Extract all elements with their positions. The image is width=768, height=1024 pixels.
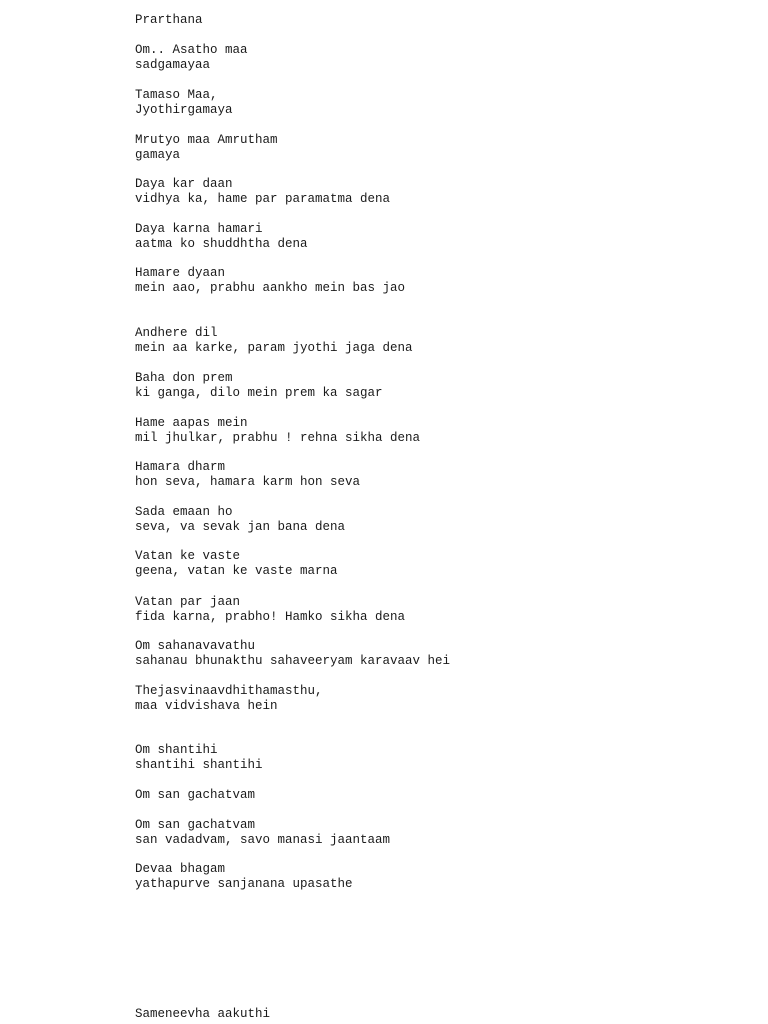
- text-line: ki ganga, dilo mein prem ka sagar: [135, 386, 383, 400]
- text-line: seva, va sevak jan bana dena: [135, 520, 346, 534]
- text-line: Vatan par jaan: [135, 595, 241, 609]
- text-line: yathapurve sanjanana upasathe: [135, 877, 353, 891]
- text-line: sadgamayaa: [135, 58, 211, 72]
- text-line: Om sahanavavathu: [135, 639, 256, 653]
- text-line: Hame aapas mein: [135, 416, 248, 430]
- text-line: Daya kar daan: [135, 177, 233, 191]
- text-line: Andhere dil: [135, 326, 218, 340]
- text-line: geena, vatan ke vaste marna: [135, 564, 338, 578]
- text-line: san vadadvam, savo manasi jaantaam: [135, 833, 391, 847]
- text-line: Sameneevha aakuthi: [135, 1007, 271, 1021]
- text-line: shantihi shantihi: [135, 758, 263, 772]
- text-line: Om shantihi: [135, 743, 218, 757]
- text-line: mein aao, prabhu aankho mein bas jao: [135, 281, 406, 295]
- text-line: Thejasvinaavdhithamasthu,: [135, 684, 323, 698]
- text-line: Devaa bhagam: [135, 862, 226, 876]
- text-line: hon seva, hamara karm hon seva: [135, 475, 361, 489]
- document-title: Prarthana: [135, 13, 203, 27]
- text-line: Daya karna hamari: [135, 222, 263, 236]
- text-line: maa vidvishava hein: [135, 699, 278, 713]
- text-line: gamaya: [135, 148, 181, 162]
- text-line: Mrutyo maa Amrutham: [135, 133, 278, 147]
- text-line: aatma ko shuddhtha dena: [135, 237, 308, 251]
- text-line: Vatan ke vaste: [135, 549, 241, 563]
- text-line: sahanau bhunakthu sahaveeryam karavaav hei: [135, 654, 451, 668]
- text-line: Hamare dyaan: [135, 266, 226, 280]
- text-line: Tamaso Maa,: [135, 88, 218, 102]
- text-line: mein aa karke, param jyothi jaga dena: [135, 341, 413, 355]
- text-line: Om san gachatvam: [135, 788, 256, 802]
- text-line: Sada emaan ho: [135, 505, 233, 519]
- text-line: fida karna, prabho! Hamko sikha dena: [135, 610, 406, 624]
- text-line: Hamara dharm: [135, 460, 226, 474]
- text-line: mil jhulkar, prabhu ! rehna sikha dena: [135, 431, 421, 445]
- text-line: Jyothirgamaya: [135, 103, 233, 117]
- text-line: Om san gachatvam: [135, 818, 256, 832]
- text-line: Om.. Asatho maa: [135, 43, 248, 57]
- text-line: Baha don prem: [135, 371, 233, 385]
- text-line: vidhya ka, hame par paramatma dena: [135, 192, 391, 206]
